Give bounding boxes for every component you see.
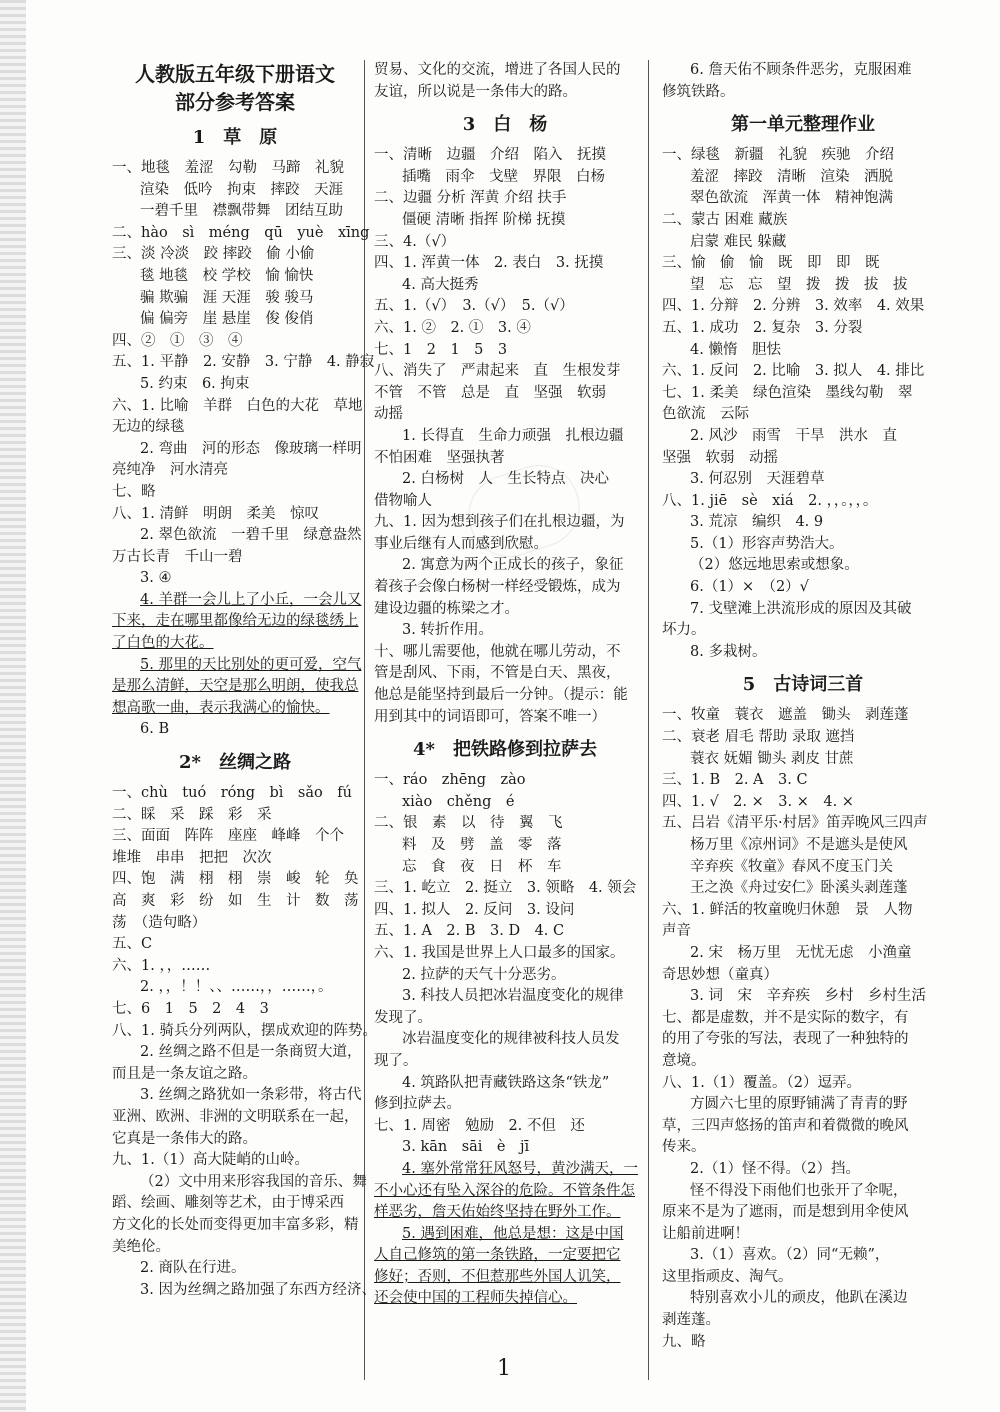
answer-line: 四、1. 分辩 2. 分辨 3. 效率 4. 效果 bbox=[662, 298, 925, 315]
answer-line: 三、面面 阵阵 座座 峰峰 个个 bbox=[112, 828, 344, 845]
answer-line: 四、饱 满 栩 栩 崇 峻 轮 奂 bbox=[112, 871, 359, 888]
answer-line: 九、1. 因为想到孩子们在扎根边疆，为 bbox=[374, 514, 625, 531]
answer-line: 2. 白杨树 人 生长特点 决心 bbox=[402, 471, 609, 488]
section-heading: 4* 把铁路修到拉萨去 bbox=[413, 739, 597, 761]
answer-line: 五、C bbox=[112, 936, 153, 953]
answer-line: 蓑衣 妩媚 锄头 剥皮 甘蔗 bbox=[690, 750, 854, 767]
answer-line: 2. 翠色欲流 一碧千里 绿意盎然 bbox=[140, 527, 362, 544]
answer-line: 九、1.（1）高大陡峭的山岭。 bbox=[112, 1152, 310, 1169]
answer-line: 样恶劣，詹天佑始终坚持在野外工作。 bbox=[374, 1204, 621, 1221]
answer-line: 的用了夸张的写法，表现了一种独特的 bbox=[662, 1031, 909, 1048]
answer-line: 4. 羊群一会儿上了小丘，一会儿又 bbox=[140, 591, 362, 608]
answer-line: 僵硬 清晰 指挥 阶梯 抚摸 bbox=[402, 211, 566, 228]
answer-line: 2. 寓意为两个正成长的孩子，象征 bbox=[402, 557, 624, 574]
answer-line: 还会使中国的工程师失掉信心。 bbox=[374, 1290, 577, 1307]
torn-left-edge bbox=[0, 0, 26, 1412]
text-column-2 bbox=[374, 60, 636, 1310]
answer-line: 下来，走在哪里都像给无边的绿毯绣上 bbox=[112, 613, 359, 630]
answer-line: 草，三四声悠扬的笛声和着微微的晚风 bbox=[662, 1117, 909, 1134]
answer-line: 美绝伦。 bbox=[112, 1238, 170, 1255]
document-title: 人教版五年级下册语文 bbox=[135, 62, 335, 86]
document-title: 部分参考答案 bbox=[175, 90, 295, 114]
answer-line: 三、4.（√） bbox=[374, 233, 456, 250]
answer-line: 九、略 bbox=[662, 1333, 706, 1350]
answer-line: 五、1. A 2. B 3. D 4. C bbox=[374, 923, 565, 940]
answer-line: 管是刮风、下雨，不管是白天、黑夜， bbox=[374, 665, 621, 682]
answer-line: 三、愉 偷 愉 既 即 即 既 bbox=[662, 255, 880, 272]
answer-line: 高 爽 彩 纷 如 生 计 数 荡 bbox=[112, 893, 359, 909]
answer-line: 动摇 bbox=[374, 406, 403, 423]
answer-line: （2）悠远地思索或想象。 bbox=[690, 557, 859, 574]
answer-line: 6. B bbox=[140, 721, 170, 738]
answer-line: 毯 地毯 校 学校 愉 愉快 bbox=[140, 267, 314, 284]
answer-line: 七、6 1 5 2 4 3 bbox=[112, 1000, 269, 1017]
answer-line: 三、淡 冷淡 跤 摔跤 偷 小偷 bbox=[112, 246, 315, 263]
answer-line: 怪不得没下雨他们也张开了伞呢， bbox=[690, 1182, 908, 1199]
answer-line: 二、银 素 以 待 翼 飞 bbox=[374, 815, 563, 832]
answer-line: 3.（1）喜欢。（2）同“无赖”， bbox=[690, 1247, 890, 1264]
answer-line: 4. 懒惰 胆怯 bbox=[690, 341, 781, 358]
answer-line: 一、chù tuó róng bì sǎo fú bbox=[112, 785, 352, 802]
answer-line: 六、1. 反问 2. 比喻 3. 拟人 4. 排比 bbox=[662, 363, 925, 380]
answer-line: 他总是能坚持到最后一分钟。（提示：能 bbox=[374, 687, 628, 704]
answer-line: 王之涣《舟过安仁》卧溪头剥莲蓬 bbox=[690, 880, 908, 897]
answer-line: 原来不是为了遮雨，而是想到用伞使风 bbox=[662, 1204, 909, 1221]
answer-line: 六、1. ，，…… bbox=[112, 957, 211, 974]
answer-line: 四、1. √ 2. × 3. × 4. × bbox=[662, 793, 854, 810]
answer-line: 3. 荒凉 编织 4. 9 bbox=[690, 514, 824, 531]
answer-line: 友谊，所以说是一条伟大的路。 bbox=[374, 83, 577, 100]
answer-line: 发现了。 bbox=[374, 1009, 432, 1026]
answer-line: 六、1. ② 2. ① 3. ④ bbox=[374, 319, 531, 336]
answer-line: 想高歌一曲，表示我满心的愉快。 bbox=[112, 699, 330, 716]
answer-line: 了白色的大花。 bbox=[112, 635, 214, 652]
answer-line: 8. 多栽树。 bbox=[690, 643, 767, 660]
answer-line: 八、1.（1）覆盖。（2）逗弄。 bbox=[662, 1074, 862, 1091]
answer-line: 荡 （造句略） bbox=[112, 914, 207, 931]
answer-line: 这里指顽皮、淘气。 bbox=[662, 1268, 793, 1285]
answer-line: 2. 拉萨的天气十分恶劣。 bbox=[402, 966, 566, 983]
answer-line: 七、1. 柔美 绿色渲染 墨线勾勒 翠 bbox=[662, 384, 913, 401]
answer-line: 二、蒙古 困难 藏族 bbox=[662, 211, 788, 228]
answer-line: 料 及 劈 盖 零 落 bbox=[402, 837, 562, 853]
answer-line: 渲染 低吟 拘束 摔跤 天涯 bbox=[140, 181, 343, 198]
answer-line: 三、1. 屹立 2. 挺立 3. 领略 4. 领会 bbox=[374, 880, 637, 897]
answer-line: 七、1. 周密 勉励 2. 不但 还 bbox=[374, 1117, 585, 1134]
answer-line: 六、1. 鲜活的牧童晚归休憩 景 人物 bbox=[662, 901, 913, 918]
answer-line: 传来。 bbox=[662, 1139, 706, 1156]
answer-line: 事业后继有人而感到欣慰。 bbox=[374, 535, 548, 552]
answer-line: 骗 欺骗 涯 天涯 骏 骏马 bbox=[140, 289, 314, 306]
answer-line: xiào chěng é bbox=[402, 793, 515, 810]
answer-line: 修到拉萨去。 bbox=[374, 1096, 461, 1113]
answer-line: 意境。 bbox=[662, 1052, 706, 1069]
answer-line: 七、都是虚数，并不是实际的数字，有 bbox=[662, 1009, 909, 1026]
answer-line: 蹈、绘画、雕刻等艺术，由于博采西 bbox=[112, 1195, 344, 1212]
answer-line: 2. 宋 杨万里 无忧无虑 小渔童 bbox=[690, 944, 912, 961]
answer-line: 翠色欲流 浑黄一体 精神饱满 bbox=[690, 190, 893, 207]
answer-line: 用到其中的词语即可，答案不唯一） bbox=[374, 708, 606, 725]
column-divider bbox=[648, 60, 649, 1380]
answer-line: 无边的绿毯 bbox=[112, 419, 185, 436]
answer-line: 四、② ① ③ ④ bbox=[112, 332, 243, 349]
section-heading: 1 草 原 bbox=[192, 127, 278, 148]
section-heading: 3 白 杨 bbox=[462, 114, 548, 136]
answer-line: 4. 塞外常常狂风怒号，黄沙满天，一 bbox=[402, 1160, 638, 1177]
answer-line: 一、绿毯 新疆 礼貌 疾驰 介绍 bbox=[662, 147, 894, 164]
answer-line: 修筑铁路。 bbox=[662, 83, 735, 100]
answer-line: 五、1. 成功 2. 复杂 3. 分裂 bbox=[662, 319, 863, 336]
answer-line: 四、1. 拟人 2. 反问 3. 设问 bbox=[374, 901, 575, 918]
answer-line: 贸易、文化的交流，增进了各国人民的 bbox=[374, 62, 621, 78]
answer-line: 3. 词 宋 辛弃疾 乡村 乡村生活 bbox=[690, 988, 926, 1005]
answer-line: 5.（1）形容声势浩大。 bbox=[690, 535, 844, 552]
answer-line: 4. 筑路队把青藏铁路这条“铁龙” bbox=[402, 1074, 610, 1091]
section-heading: 第一单元整理作业 bbox=[731, 114, 875, 136]
answer-line: 十、哪儿需要他，他就在哪儿劳动，不 bbox=[374, 643, 621, 660]
answer-line: 冰岩温度变化的规律被科技人员发 bbox=[402, 1031, 620, 1048]
answer-line: 5. 那里的天比别处的更可爱，空气 bbox=[140, 656, 362, 673]
answer-line: 特别喜欢小儿的顽皮，他趴在溪边 bbox=[690, 1290, 908, 1307]
answer-line: 2. 商队在行进。 bbox=[140, 1260, 246, 1277]
answer-line: 而且是一条友谊之路。 bbox=[112, 1065, 257, 1082]
answer-line: 5. 约束 6. 拘束 bbox=[140, 375, 250, 392]
answer-line: 二、边疆 分析 浑黄 介绍 扶手 bbox=[374, 190, 567, 207]
answer-line: 2.（1）怪不得。（2）挡。 bbox=[690, 1160, 861, 1177]
answer-line: 一、地毯 羞涩 勾勒 马蹄 礼貌 bbox=[112, 160, 344, 176]
answer-line: 3. ④ bbox=[140, 570, 172, 587]
answer-line: 不怕困难 坚强执著 bbox=[374, 449, 505, 466]
answer-line: 不小心还有坠入深谷的危险。不管条件怎 bbox=[374, 1182, 635, 1199]
answer-line: 3. 转折作用。 bbox=[402, 622, 493, 639]
answer-line: 一、ráo zhēng zào bbox=[374, 772, 526, 789]
answer-line: 是那么清鲜，天空是那么明朗，使我总 bbox=[112, 678, 359, 695]
answer-line: 它真是一条伟大的路。 bbox=[112, 1130, 257, 1147]
answer-line: 剥莲蓬。 bbox=[662, 1312, 720, 1329]
answer-line: 七、1 2 1 5 3 bbox=[374, 341, 508, 358]
answer-line: 7. 戈壁滩上洪流形成的原因及其破 bbox=[690, 600, 912, 617]
answer-line: 羞涩 摔跤 清晰 渲染 洒脱 bbox=[690, 168, 893, 185]
answer-line: 3. 因为丝绸之路加强了东西方经济、 bbox=[140, 1281, 376, 1298]
answer-line: 七、略 bbox=[112, 483, 156, 500]
answer-line: 方文化的长处而变得更加丰富多彩，精 bbox=[112, 1216, 359, 1233]
section-heading: 5 古诗词三首 bbox=[742, 674, 864, 696]
answer-line: 亚洲、欧洲、非洲的文明联系在一起， bbox=[112, 1108, 359, 1125]
answer-line: 2. 丝绸之路不但是一条商贸大道， bbox=[140, 1044, 362, 1061]
answer-line: 人自己修筑的第一条铁路，一定要把它 bbox=[374, 1247, 621, 1264]
text-column-3 bbox=[662, 60, 944, 1353]
answer-line: 二、睬 采 踩 彩 采 bbox=[112, 806, 272, 823]
answer-line: 2. ，，！！、、……，，……，。 bbox=[140, 979, 333, 996]
answer-line: 堆堆 串串 把把 次次 bbox=[112, 849, 272, 866]
answer-line: 八、1. 骑兵分列两队，摆成欢迎的阵势。 bbox=[112, 1022, 377, 1039]
answer-line: 望 忘 忘 望 拨 拨 拔 拔 bbox=[690, 276, 908, 293]
answer-line: 五、吕岩《清平乐·村居》笛弄晚风三四声 bbox=[662, 815, 928, 832]
answer-line: 四、1. 浑黄一体 2. 表白 3. 抚摸 bbox=[374, 255, 604, 272]
answer-line: 一、清晰 边疆 介绍 陷入 抚摸 bbox=[374, 147, 606, 164]
answer-line: 忘 食 夜 日 杯 车 bbox=[402, 858, 562, 875]
answer-line: 6. 詹天佑不顾条件恶劣，克服困难 bbox=[690, 62, 912, 78]
answer-line: 声音 bbox=[662, 923, 691, 940]
answer-line: 偏 偏旁 崖 悬崖 俊 俊俏 bbox=[140, 311, 314, 328]
answer-line: 一碧千里 襟飘带舞 团结互助 bbox=[140, 203, 343, 220]
answer-line: 六、1. 比喻 羊群 白色的大花 草地 bbox=[112, 397, 363, 414]
answer-line: 八、1. jiē sè xiá 2. ，，。，，。 bbox=[662, 492, 878, 509]
answer-line: 让船前进啊！ bbox=[662, 1225, 749, 1242]
answer-line: 奇思妙想（童真） bbox=[662, 966, 778, 983]
answer-line: 现了。 bbox=[374, 1052, 418, 1069]
answer-line: 3. kān sāi è jī bbox=[402, 1139, 530, 1156]
answer-line: 4. 高大挺秀 bbox=[402, 276, 479, 293]
answer-line: 启蒙 难民 躲藏 bbox=[690, 233, 787, 250]
answer-line: 八、消失了 严肃起来 直 生根发芽 bbox=[374, 363, 621, 380]
answer-line: 插嘴 雨伞 戈壁 界限 白杨 bbox=[402, 168, 605, 185]
answer-line: 3. 何忍别 天涯碧草 bbox=[690, 471, 825, 488]
answer-line: 着孩子会像白杨树一样经受锻炼，成为 bbox=[374, 579, 621, 596]
answer-line: 建设边疆的栋梁之才。 bbox=[374, 600, 519, 617]
answer-line: 不管 不管 总是 直 坚强 软弱 bbox=[374, 384, 606, 401]
answer-line: 五、1. 平静 2. 安静 3. 宁静 4. 静寂 bbox=[112, 354, 375, 371]
answer-line: 3. 科技人员把冰岩温度变化的规律 bbox=[402, 988, 624, 1005]
answer-line: 一、牧童 蓑衣 遮盖 锄头 剥莲蓬 bbox=[662, 707, 909, 724]
answer-line: 亮纯净 河水清亮 bbox=[112, 462, 228, 479]
answer-line: 辛弃疾《牧童》春风不度玉门关 bbox=[690, 858, 893, 875]
answer-line: 2. 风沙 雨雪 干旱 洪水 直 bbox=[690, 427, 897, 444]
answer-line: 八、1. 清鲜 明朗 柔美 惊叹 bbox=[112, 505, 319, 522]
answer-line: 五、1.（√） 3.（√） 5.（√） bbox=[374, 298, 574, 315]
answer-line: 二、hào sì méng qū yuè xīng bbox=[112, 224, 370, 241]
answer-line: 坚强 软弱 动摇 bbox=[662, 449, 778, 466]
answer-line: 1. 长得直 生命力顽强 扎根边疆 bbox=[402, 427, 624, 444]
answer-line: 借物喻人 bbox=[374, 492, 432, 509]
answer-line: 坏力。 bbox=[662, 622, 706, 639]
answer-line: 5. 遇到困难，他总是想：这是中国 bbox=[402, 1225, 624, 1242]
section-heading: 2* 丝绸之路 bbox=[179, 752, 291, 774]
answer-line: （2）文中用来形容我国的音乐、舞 bbox=[140, 1173, 367, 1190]
answer-line: 二、衰老 眉毛 帮助 录取 遮挡 bbox=[662, 729, 855, 746]
answer-line: 万古长青 千山一碧 bbox=[112, 548, 243, 565]
answer-line: 3. 丝绸之路犹如一条彩带，将古代 bbox=[140, 1087, 362, 1104]
answer-line: 三、1. B 2. A 3. C bbox=[662, 772, 808, 789]
answer-line: 杨万里《凉州词》不是遮头是使风 bbox=[690, 837, 908, 853]
answer-line: 2. 弯曲 河的形态 像玻璃一样明 bbox=[140, 440, 362, 457]
answer-line: 修好；否则，不但惹那些外国人讥笑， bbox=[374, 1268, 621, 1285]
answer-line: 方圆六七里的原野铺满了青青的野 bbox=[690, 1096, 908, 1113]
answer-line: 六、1. 我国是世界上人口最多的国家。 bbox=[374, 944, 625, 961]
answer-line: 色欲流 云际 bbox=[662, 406, 749, 423]
answer-line: 6.（1）× （2）√ bbox=[690, 579, 809, 596]
text-column-1 bbox=[112, 60, 377, 1301]
page-number: 1 bbox=[497, 1356, 511, 1381]
